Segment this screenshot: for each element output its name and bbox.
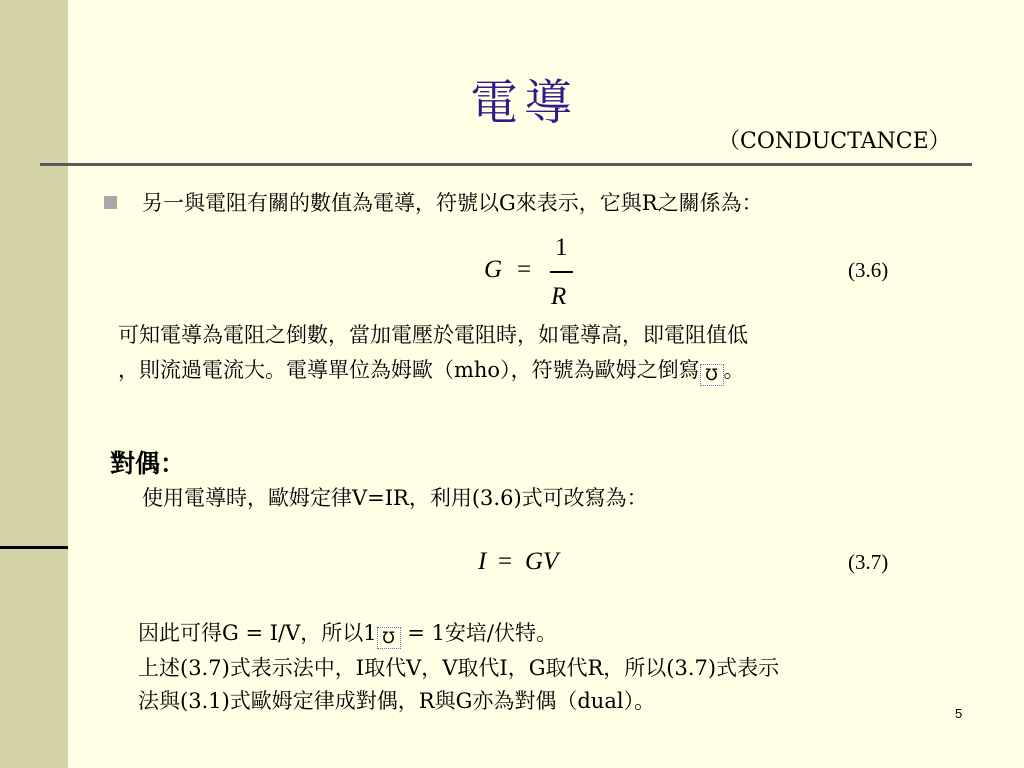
eq2-number: (3.7) (848, 550, 889, 574)
eq1-denominator: R (551, 283, 567, 310)
section-heading-duality: 對偶： (110, 449, 186, 478)
left-sidebar-band (0, 0, 68, 768)
fraction-bar (550, 271, 573, 273)
bullet-text: 另一與電阻有關的數值為電導，符號以G來表示，它與R之關係為： (142, 191, 763, 215)
eq2-rhs: GV (525, 548, 559, 575)
page-number: 5 (955, 706, 963, 721)
eq1-equals: = (517, 256, 532, 283)
conclusion-line-3: 法與(3.1)式歐姆定律成對偶，R與G亦為對偶（dual）。 (138, 689, 656, 713)
paragraph-line-2: ，則流過電流大。電導單位為姆歐（mho），符號為歐姆之倒寫 ℧ 。 (118, 358, 745, 384)
conclusion-line-2: 上述(3.7)式表示法中，I取代V，V取代I，G取代R，所以(3.7)式表示 (138, 656, 780, 680)
slide-title: 電導 (470, 75, 579, 131)
eq2-equals: = (498, 548, 513, 575)
eq1-lhs: G (484, 256, 503, 283)
eq2-lhs: I (478, 548, 487, 575)
square-bullet-icon (104, 196, 117, 209)
sidebar-divider (0, 546, 68, 549)
paragraph-line-1: 可知電導為電阻之倒數，當加電壓於電阻時，如電導高，即電阻值低 (118, 323, 748, 347)
eq1-numerator: 1 (555, 234, 568, 261)
mho-symbol-icon: ℧ (700, 364, 724, 386)
slide-subtitle: （CONDUCTANCE） (718, 129, 951, 154)
mho-symbol-icon: ℧ (377, 627, 401, 649)
eq1-number: (3.6) (848, 258, 889, 282)
duality-text: 使用電導時，歐姆定律V=IR，利用(3.6)式可改寫為： (142, 486, 648, 510)
title-underline (40, 163, 972, 166)
conclusion-line-1: 因此可得G = I/V，所以1 ℧ = 1安培/伏特。 (138, 621, 558, 647)
